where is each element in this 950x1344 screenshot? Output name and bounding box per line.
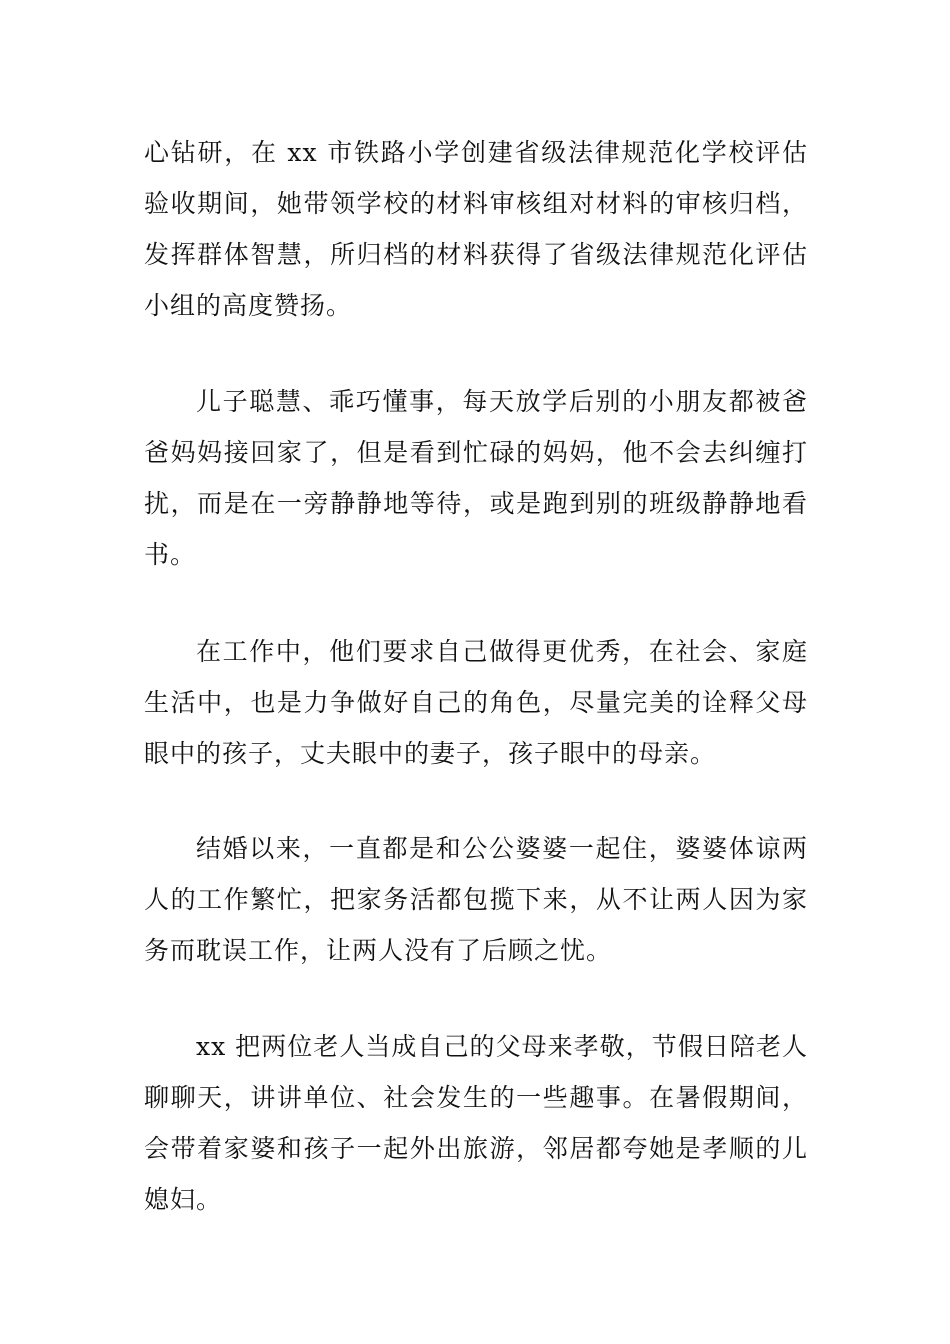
paragraph-2: 儿子聪慧、乖巧懂事，每天放学后别的小朋友都被爸爸妈妈接回家了，但是看到忙碌的妈妈，他不会去纠缠打扰，而是在一旁静静地等待，或是跑到别的班级静静地看书。 [144,387,808,569]
paragraph-3: 在工作中，他们要求自己做得更优秀，在社会、家庭生活中，也是力争做好自己的角色，尽量完美的诠释父母眼中的孩子，丈夫眼中的妻子，孩子眼中的母亲。 [144,637,808,768]
paragraph-5: xx 把两位老人当成自己的父母来孝敬，节假日陪老人聊聊天，讲讲单位、社会发生的一些趣事。在暑假期间，会带着家婆和孩子一起外出旅游，邻居都夸她是孝顺的儿媳妇。 [144,1032,808,1214]
paragraph-1: 心钻研，在 xx 市铁路小学创建省级法律规范化学校评估验收期间，她带领学校的材料审核组对材料的审核归档，发挥群体智慧，所归档的材料获得了省级法律规范化评估小组的高度赞扬。 [144,138,808,320]
paragraph-4: 结婚以来，一直都是和公公婆婆一起住，婆婆体谅两人的工作繁忙，把家务活都包揽下来，从不让两人因为家务而耽误工作，让两人没有了后顾之忧。 [144,834,808,965]
